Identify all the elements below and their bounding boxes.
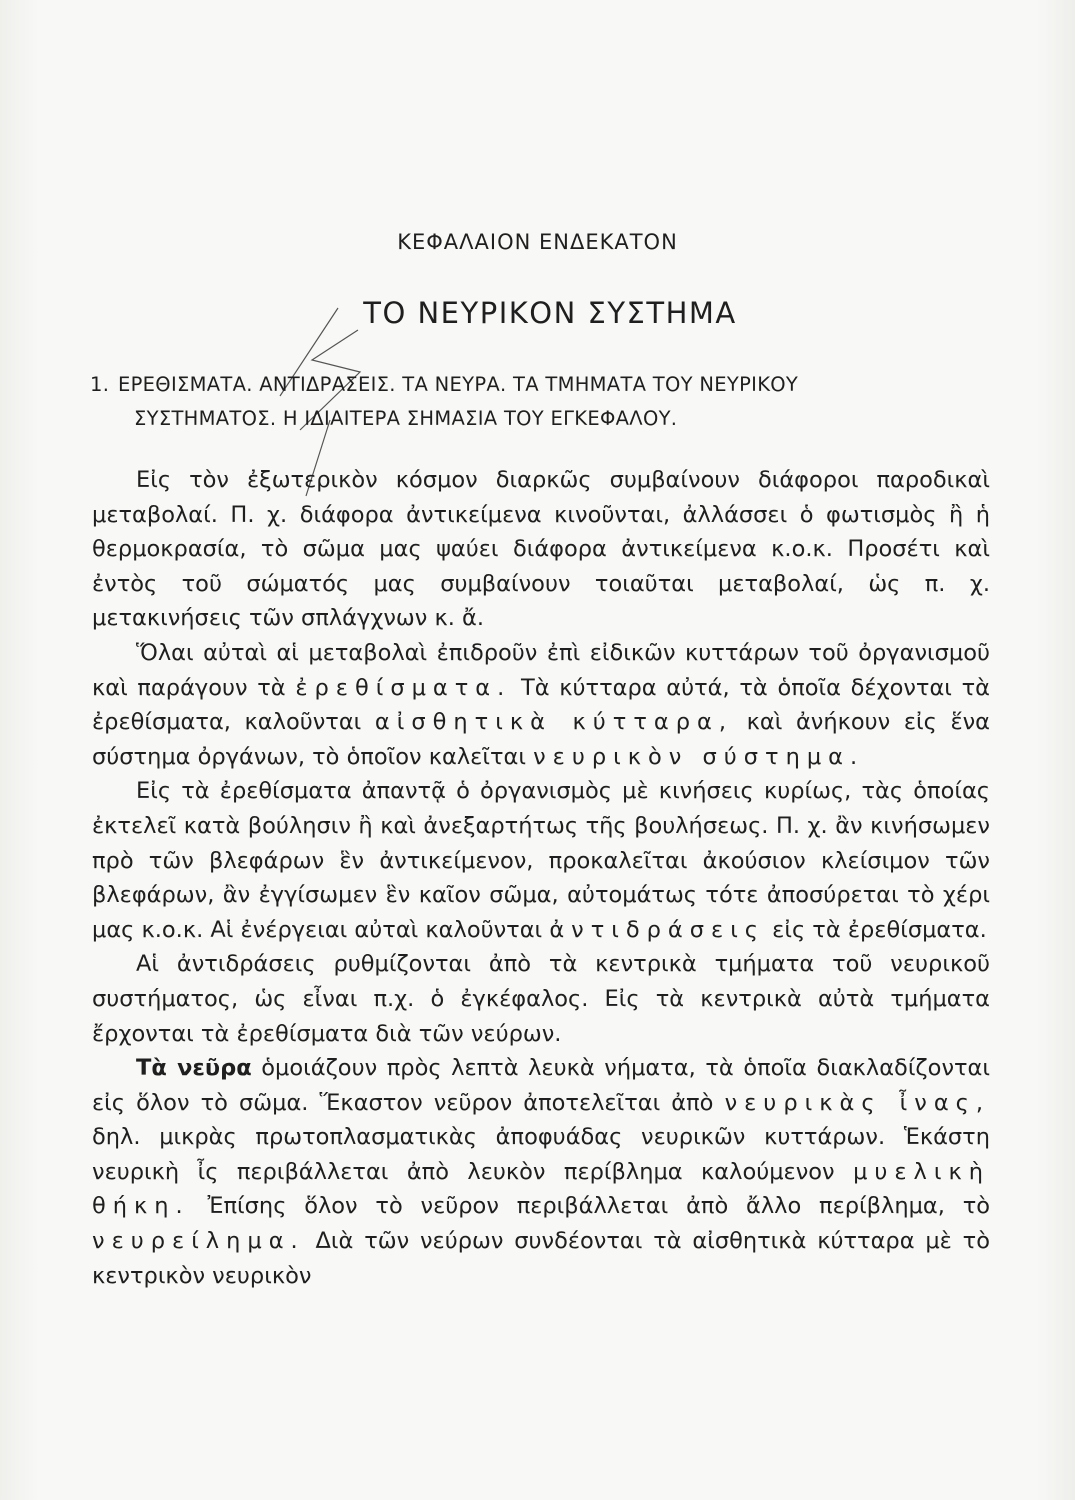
paragraph-5-text-d: Διὰ τῶν νεύρων συνδέονται τὰ αἰσθητικὰ κύτταρα μὲ τὸ κεντρικὸν νευρικὸν (92, 1228, 990, 1289)
section-number: 1. (90, 373, 110, 396)
term-myeliki-thiki: μυελικὴ θήκη. (92, 1158, 991, 1220)
term-ta-nevra: Τὰ νεῦρα (136, 1055, 252, 1082)
section-heading (90, 368, 1020, 436)
chapter-title: ΤΟ ΝΕΥΡΙΚΟΝ ΣΥΣΤΗΜΑ (363, 296, 737, 330)
section-title-line2: ΣΥΣΤΗΜΑΤΟΣ. Η ΙΔΙΑΙΤΕΡΑ ΣΗΜΑΣΙΑ ΤΟΥ ΕΓΚΕΦΑΛΟΥ. (134, 407, 678, 430)
paragraph-2 (92, 636, 990, 774)
chapter-heading: ΚΕΦΑΛΑΙΟΝ ΕΝΔΕΚΑΤΟΝ (397, 230, 678, 254)
term-nevreilima: νευρείλημα. (92, 1228, 305, 1255)
paragraph-5-text-c: Ἐπίσης ὅλον τὸ νεῦρον περιβάλλεται ἀπὸ ἄλλο περίβλημα, τὸ (207, 1193, 991, 1220)
paragraph-4: Αἱ ἀντιδράσεις ρυθμίζονται ἀπὸ τὰ κεντρικὰ τμήματα τοῦ νευρικοῦ συστήματος, ὡς εἶναι π.χ. ὁ ἐγκέφαλος. Εἰς τὰ κεντρικὰ αὐτὰ τμήματα ἔρχονται τὰ ἐρεθίσματα διὰ τῶν νεύρων. (92, 951, 990, 1047)
paragraph-5-text-b: δηλ. μικρὰς πρωτοπλασματικὰς ἀποφυάδας νευρικῶν κυττάρων. Ἑκάστη νευρικὴ ἶς περιβάλλεται ἀπὸ λευκὸν περίβλημα καλούμενον (92, 1124, 990, 1185)
term-nevrikon-systima: νευρικὸν σύστημα. (533, 743, 865, 770)
paragraph-5 (92, 1051, 990, 1293)
paragraph-2-text-a: Ὅλαι αὐταὶ αἱ μεταβολαὶ ἐπιδροῦν ἐπὶ εἰδικῶν κυττάρων τοῦ ὀργανισμοῦ καὶ παράγουν τὰ (92, 639, 990, 701)
paragraph-2-text-b: Τὰ κύτταρα αὐτά, τὰ ὁποῖα δέχονται τὰ ἐρεθίσματα, καλοῦνται (92, 674, 990, 736)
paragraph-3-text-a: Εἰς τὰ ἐρεθίσματα ἀπαντᾷ ὁ ὀργανισμὸς μὲ κινήσεις κυρίως, τὰς ὁποίας ἐκτελεῖ κατὰ βούλησιν ἢ καὶ ἀνεξαρτήτως τῆς βουλήσεως. Π. χ. ἂν κινήσωμεν πρὸ τῶν βλεφάρων ἓν ἀντικείμενον, προκαλεῖται ἀκούσιον κλείσιμον τῶν βλεφάρων, ἂν ἐγγίσωμεν ἓν καῖον σῶμα, αὐτομάτως τότε ἀποσύρεται τὸ χέρι μας κ.ο.κ. Αἱ ἐνέργειαι αὐταὶ καλοῦνται (92, 778, 990, 943)
section-title-line1: ΕΡΕΘΙΣΜΑΤΑ. ΑΝΤΙΔΡΑΣΕΙΣ. ΤΑ ΝΕΥΡΑ. ΤΑ ΤΜΗΜΑΤΑ ΤΟΥ ΝΕΥΡΙΚΟΥ (118, 373, 799, 396)
term-aisthitika-kyttara: αἰσθητικὰ κύτταρα, (374, 709, 733, 736)
paragraph-3 (92, 774, 990, 947)
body-text (92, 463, 990, 1293)
paragraph-2-text-c: καὶ ἀνήκουν εἰς ἕνα σύστημα ὀργάνων, τὸ ὁποῖον καλεῖται (92, 709, 991, 770)
term-erethismata: ἐρεθίσματα. (295, 674, 512, 701)
paragraph-3-text-b: εἰς τὰ ἐρεθίσματα. (772, 916, 987, 943)
term-antidraseis: ἀντιδράσεις (549, 916, 766, 943)
paragraph-1: Εἰς τὸν ἐξωτερικὸν κόσμον διαρκῶς συμβαίνουν διάφοροι παροδικαὶ μεταβολαί. Π. χ. διάφορα ἀντικείμενα κινοῦνται, ἀλλάσσει ὁ φωτισμὸς ἢ ἡ θερμοκρασία, τὸ σῶμα μας ψαύει διάφορα ἀντικείμενα κ.ο.κ. Προσέτι καὶ ἐντὸς τοῦ σώματός μας συμβαίνουν τοιαῦται μεταβολαί, ὡς π. χ. μετακινήσεις τῶν σπλάγχνων κ. ἄ. (92, 467, 990, 632)
term-nevrikas-inas: νευρικὰς ἶνας, (724, 1089, 991, 1116)
paragraph-5-text-a: ὁμοιάζουν πρὸς λεπτὰ λευκὰ νήματα, τὰ ὁποῖα διακλαδίζονται εἰς ὅλον τὸ σῶμα. Ἕκαστον νεῦρον ἀποτελεῖται ἀπὸ (92, 1055, 991, 1116)
